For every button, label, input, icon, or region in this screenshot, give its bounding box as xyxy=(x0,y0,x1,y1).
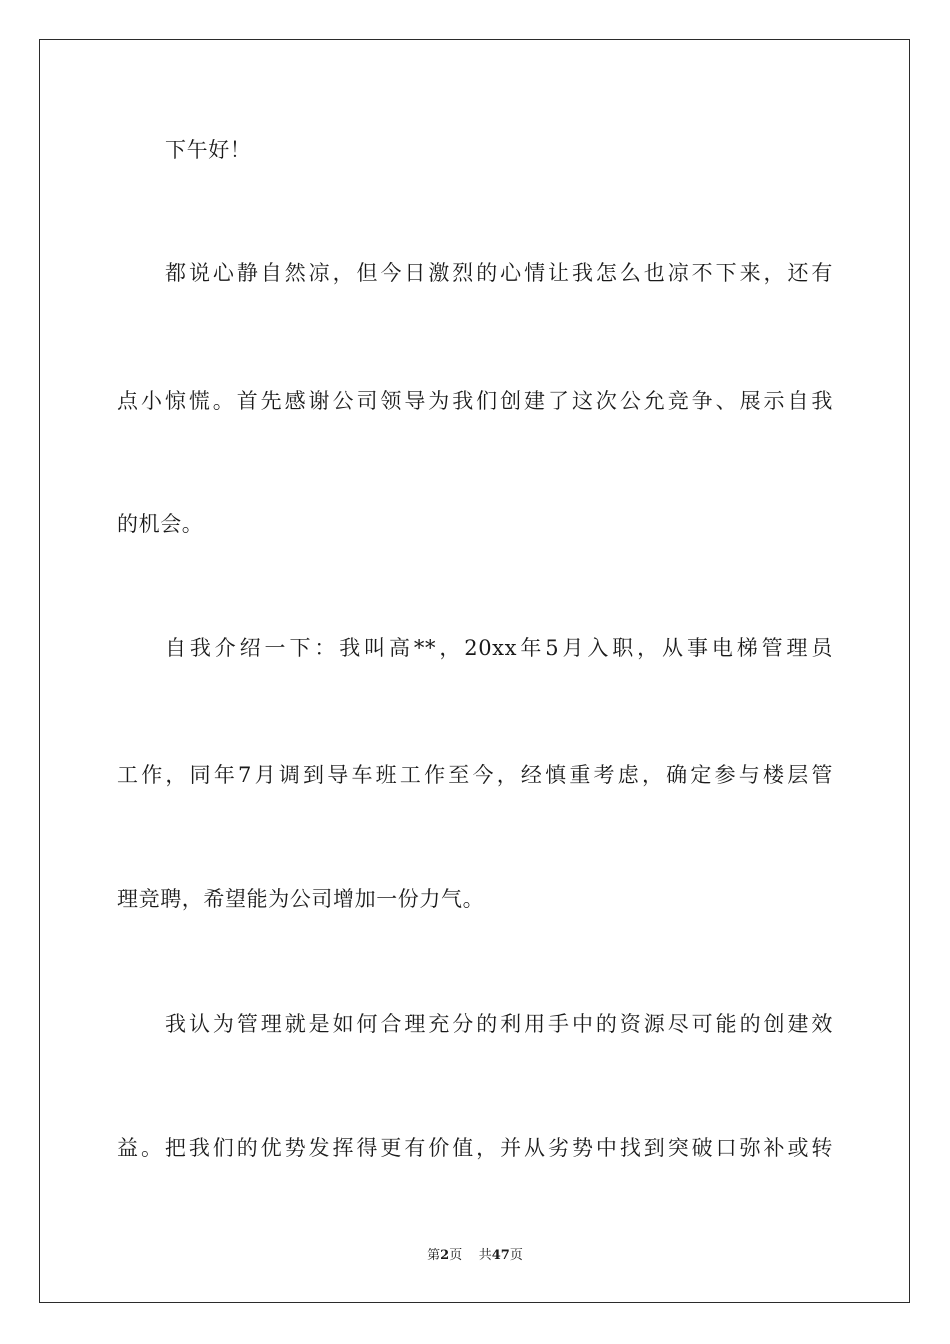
paragraph-2-line-2: 工作，同年7月调到导车班工作至今，经慎重考虑，确定参与楼层管 xyxy=(117,763,833,787)
total-suffix: 页 xyxy=(509,1248,523,1263)
page-number: 2 xyxy=(440,1248,450,1263)
greeting-line: 下午好！ xyxy=(165,138,252,162)
page-footer xyxy=(0,1247,950,1265)
page-suffix: 页 xyxy=(449,1248,463,1263)
paragraph-3-line-2: 益。把我们的优势发挥得更有价值，并从劣势中找到突破口弥补或转 xyxy=(117,1136,833,1160)
total-prefix: 共 xyxy=(478,1248,492,1263)
paragraph-2-line-1: 自我介绍一下：我叫高**，20xx年5月入职，从事电梯管理员 xyxy=(165,636,833,660)
paragraph-1-line-2: 点小惊慌。首先感谢公司领导为我们创建了这次公允竞争、展示自我 xyxy=(117,389,833,413)
paragraph-3-line-1: 我认为管理就是如何合理充分的利用手中的资源尽可能的创建效 xyxy=(165,1012,833,1036)
paragraph-1-line-3: 的机会。 xyxy=(117,512,204,536)
paragraph-1-line-1: 都说心静自然凉，但今日激烈的心情让我怎么也凉不下来，还有 xyxy=(165,261,833,285)
paragraph-2-line-3: 理竞聘，希望能为公司增加一份力气。 xyxy=(117,887,485,911)
page-border xyxy=(39,39,910,1303)
page-prefix: 第 xyxy=(427,1248,441,1263)
total-pages: 47 xyxy=(491,1248,510,1263)
